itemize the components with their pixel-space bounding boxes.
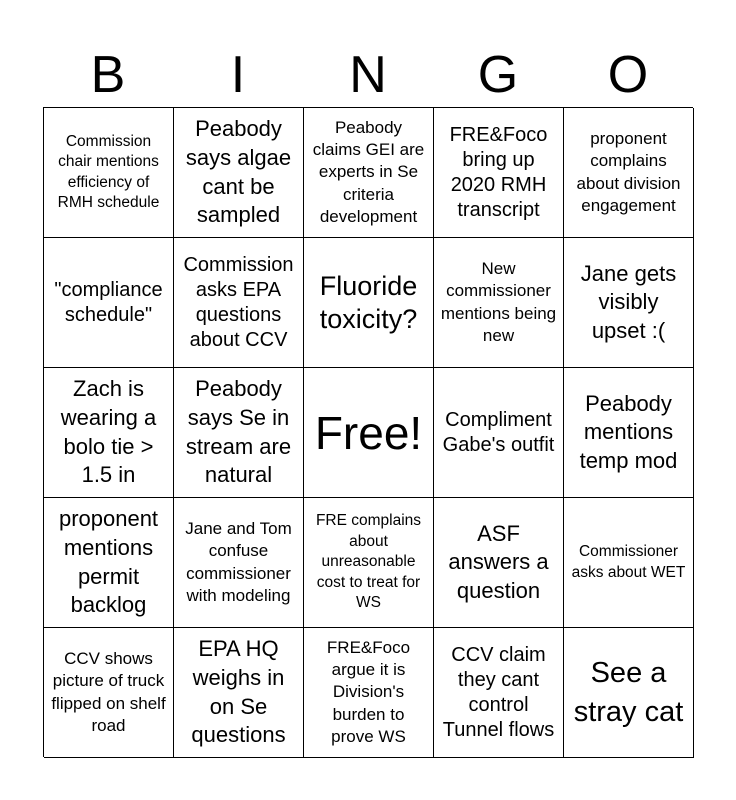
cell-text: Fluoride toxicity? (319, 271, 418, 334)
bingo-cell[interactable] (44, 108, 174, 238)
header-letter-n: N (349, 46, 387, 104)
header-letter-o: O (607, 46, 649, 104)
cell-text: CCV claim they cant control Tunnel flows (442, 643, 555, 741)
bingo-cell[interactable] (304, 108, 434, 238)
bingo-cell[interactable] (174, 628, 304, 758)
bingo-cell[interactable] (564, 628, 694, 758)
cell-text: proponent mentions permit backlog (58, 506, 159, 618)
cell-text: EPA HQ weighs in on Se questions (191, 636, 286, 748)
cell-text: Commissioner asks about WET (571, 543, 686, 581)
cell-text: FRE&Foco bring up 2020 RMH transcript (449, 123, 548, 221)
cell-text: Jane gets visibly upset :( (580, 260, 677, 343)
cell-text: Peabody says algae cant be sampled (185, 116, 292, 228)
free-space-text: Free! (314, 406, 423, 459)
bingo-cell[interactable] (174, 368, 304, 498)
bingo-header (43, 44, 693, 106)
cell-text: "compliance schedule" (54, 278, 163, 326)
cell-text: Peabody claims GEI are experts in Se criteria development (312, 118, 425, 226)
bingo-cell[interactable] (564, 368, 694, 498)
cell-text: Compliment Gabe's outfit (442, 408, 555, 456)
cell-text: Peabody says Se in stream are natural (185, 376, 292, 488)
bingo-cell[interactable] (174, 498, 304, 628)
bingo-cell[interactable] (564, 498, 694, 628)
bingo-cell[interactable] (304, 498, 434, 628)
bingo-cell[interactable] (44, 498, 174, 628)
free-space-cell[interactable] (304, 368, 434, 498)
cell-text: FRE&Foco argue it is Division's burden to prove WS (326, 638, 411, 746)
bingo-cell[interactable] (434, 368, 564, 498)
cell-text: Jane and Tom confuse commissioner with modeling (185, 519, 292, 605)
bingo-cell[interactable] (304, 238, 434, 368)
header-letter-g: G (477, 46, 519, 104)
bingo-cell[interactable] (174, 108, 304, 238)
cell-text: Zach is wearing a bolo tie > 1.5 in (60, 376, 157, 488)
cell-text: New commissioner mentions being new (440, 259, 557, 345)
bingo-grid (43, 107, 693, 757)
bingo-cell[interactable] (564, 108, 694, 238)
bingo-cell[interactable] (44, 238, 174, 368)
cell-text: See a stray cat (573, 657, 684, 728)
bingo-cell[interactable] (434, 498, 564, 628)
cell-text: Peabody mentions temp mod (579, 390, 678, 473)
header-letter-b: B (90, 46, 126, 104)
cell-text: ASF answers a question (448, 520, 549, 603)
cell-text: Commission asks EPA questions about CCV (183, 253, 294, 351)
bingo-cell[interactable] (44, 368, 174, 498)
bingo-cell[interactable] (304, 628, 434, 758)
cell-text: FRE complains about unreasonable cost to treat for WS (315, 512, 422, 612)
header-letter-i: I (230, 46, 246, 104)
bingo-cell[interactable] (174, 238, 304, 368)
cell-text: CCV shows picture of truck flipped on shelf road (51, 649, 166, 735)
bingo-cell[interactable] (434, 628, 564, 758)
cell-text: proponent complains about division engagement (576, 129, 681, 215)
cell-text: Commission chair mentions efficiency of RMH schedule (57, 132, 160, 211)
bingo-cell[interactable] (564, 238, 694, 368)
bingo-cell[interactable] (44, 628, 174, 758)
bingo-cell[interactable] (434, 108, 564, 238)
bingo-cell[interactable] (434, 238, 564, 368)
